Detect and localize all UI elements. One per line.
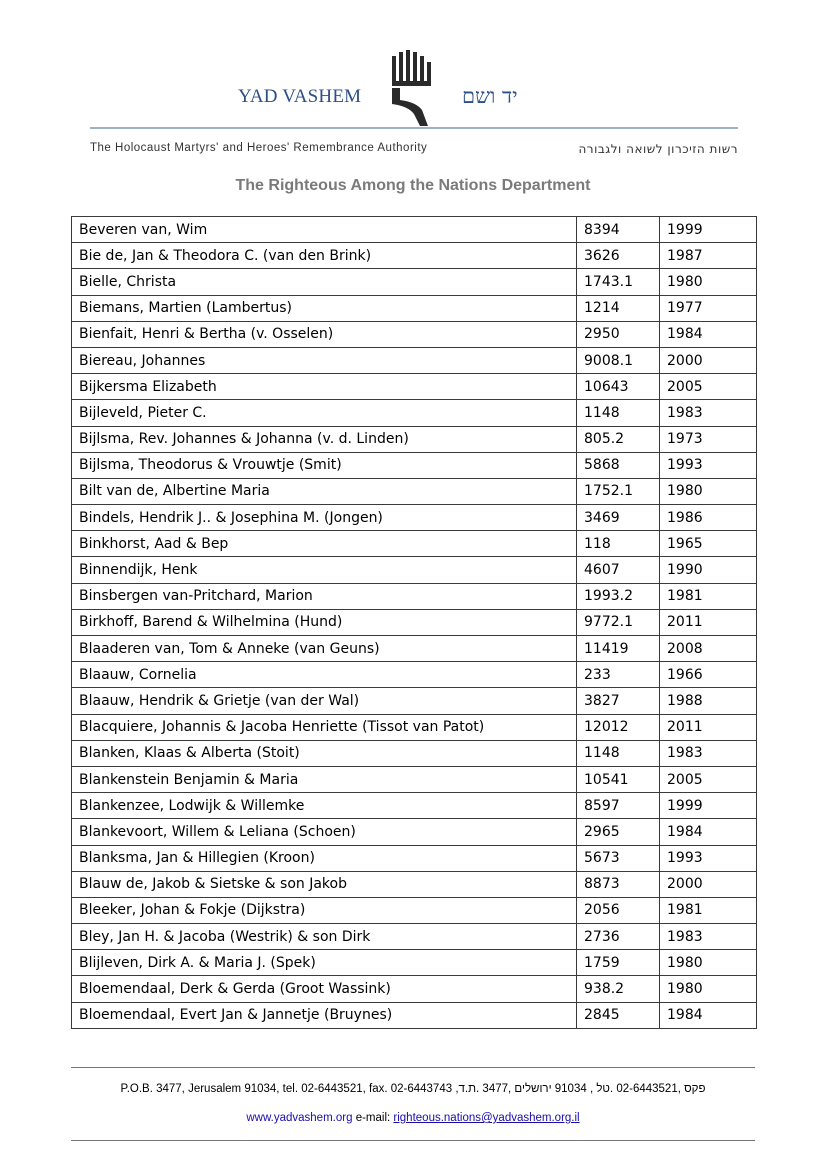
table-row [72,243,757,269]
year-cell: 1983 [660,740,757,766]
file-number-cell: 8597 [577,793,660,819]
year-cell: 1983 [660,924,757,950]
file-number-cell: 3827 [577,688,660,714]
file-number-cell: 10541 [577,766,660,792]
year-cell: 1988 [660,688,757,714]
table-row [72,452,757,478]
year-cell: 1981 [660,583,757,609]
file-number-cell: 3626 [577,243,660,269]
file-number-cell: 2736 [577,924,660,950]
name-cell: Blauw de, Jakob & Sietske & son Jakob [72,871,577,897]
name-cell: Bielle, Christa [72,269,577,295]
name-cell: Bloemendaal, Evert Jan & Jannetje (Bruynes) [72,1002,577,1028]
file-number-cell: 9772.1 [577,609,660,635]
year-cell: 1987 [660,243,757,269]
table-row [72,295,757,321]
name-cell: Bie de, Jan & Theodora C. (van den Brink) [72,243,577,269]
name-cell: Blanksma, Jan & Hillegien (Kroon) [72,845,577,871]
name-cell: Bijkersma Elizabeth [72,374,577,400]
year-cell: 1980 [660,269,757,295]
year-cell: 1966 [660,662,757,688]
yad-vashem-menorah-logo [388,48,438,128]
table-row [72,714,757,740]
authority-hebrew: רשות הזיכרון לשואה ולגבורה [578,142,738,156]
year-cell: 1984 [660,819,757,845]
website-link[interactable]: www.yadvashem.org [246,1112,353,1124]
name-cell: Blijleven, Dirk A. & Maria J. (Spek) [72,950,577,976]
file-number-cell: 118 [577,531,660,557]
org-name-hebrew: יד ושם [462,84,518,108]
table-row [72,374,757,400]
year-cell: 1999 [660,793,757,819]
year-cell: 1981 [660,897,757,923]
name-cell: Blanken, Klaas & Alberta (Stoit) [72,740,577,766]
file-number-cell: 3469 [577,505,660,531]
year-cell: 1986 [660,505,757,531]
table-row [72,269,757,295]
table-row [72,819,757,845]
email-label: e-mail: [355,1112,391,1124]
name-cell: Biereau, Johannes [72,347,577,373]
year-cell: 2000 [660,871,757,897]
file-number-cell: 4607 [577,557,660,583]
year-cell: 1990 [660,557,757,583]
table-row [72,1002,757,1028]
table-row [72,845,757,871]
name-cell: Bilt van de, Albertine Maria [72,478,577,504]
year-cell: 1965 [660,531,757,557]
file-number-cell: 233 [577,662,660,688]
year-cell: 2000 [660,347,757,373]
table-row [72,400,757,426]
name-cell: Blacquiere, Johannis & Jacoba Henriette (Tissot van Patot) [72,714,577,740]
table-row [72,505,757,531]
table-row [72,531,757,557]
table-row [72,766,757,792]
name-cell: Bindels, Hendrik J.. & Josephina M. (Jongen) [72,505,577,531]
name-cell: Bley, Jan H. & Jacoba (Westrik) & son Dirk [72,924,577,950]
table-row [72,636,757,662]
name-cell: Biemans, Martien (Lambertus) [72,295,577,321]
file-number-cell: 8394 [577,217,660,243]
table-row [72,924,757,950]
table-row [72,871,757,897]
year-cell: 1977 [660,295,757,321]
file-number-cell: 2056 [577,897,660,923]
table-row [72,740,757,766]
year-cell: 1973 [660,426,757,452]
footer-address: P.O.B. 3477, Jerusalem 91034, tel. 02-6443521, fax. 02-6443743 ,פקס ,02-6443521 .טל , 91034 ירושלים ,3477 .ת.ד [120,1083,706,1095]
year-cell: 2005 [660,374,757,400]
year-cell: 1984 [660,321,757,347]
footer-contact [0,1112,826,1124]
letterhead [0,0,826,170]
year-cell: 2008 [660,636,757,662]
department-title: The Righteous Among the Nations Department [235,177,591,194]
name-cell: Blaauw, Hendrik & Grietje (van der Wal) [72,688,577,714]
authority-line [90,142,738,156]
name-cell: Birkhoff, Barend & Wilhelmina (Hund) [72,609,577,635]
email-link[interactable]: righteous.nations@yadvashem.org.il [393,1112,580,1124]
name-cell: Binsbergen van-Pritchard, Marion [72,583,577,609]
file-number-cell: 1148 [577,740,660,766]
year-cell: 1983 [660,400,757,426]
name-cell: Blankenstein Benjamin & Maria [72,766,577,792]
year-cell: 1993 [660,845,757,871]
file-number-cell: 12012 [577,714,660,740]
file-number-cell: 9008.1 [577,347,660,373]
table-row [72,793,757,819]
name-cell: Beveren van, Wim [72,217,577,243]
name-cell: Blaauw, Cornelia [72,662,577,688]
year-cell: 1993 [660,452,757,478]
year-cell: 1980 [660,950,757,976]
file-number-cell: 1752.1 [577,478,660,504]
name-cell: Bijlsma, Theodorus & Vrouwtje (Smit) [72,452,577,478]
name-cell: Blankevoort, Willem & Leliana (Schoen) [72,819,577,845]
table-row [72,950,757,976]
table-row [72,688,757,714]
name-cell: Bleeker, Johan & Fokje (Dijkstra) [72,897,577,923]
table-row [72,478,757,504]
file-number-cell: 2950 [577,321,660,347]
file-number-cell: 10643 [577,374,660,400]
righteous-table [71,216,757,1029]
file-number-cell: 938.2 [577,976,660,1002]
year-cell: 1999 [660,217,757,243]
authority-english: The Holocaust Martyrs' and Heroes' Remembrance Authority [90,142,428,154]
table-body [72,217,757,1029]
year-cell: 2011 [660,714,757,740]
table-row [72,557,757,583]
table-row [72,897,757,923]
file-number-cell: 805.2 [577,426,660,452]
table-row [72,217,757,243]
footer-divider-bottom [71,1140,755,1141]
file-number-cell: 8873 [577,871,660,897]
file-number-cell: 1743.1 [577,269,660,295]
name-cell: Binnendijk, Henk [72,557,577,583]
file-number-cell: 5868 [577,452,660,478]
year-cell: 1980 [660,976,757,1002]
header-divider [90,127,738,129]
file-number-cell: 1993.2 [577,583,660,609]
name-cell: Bijlsma, Rev. Johannes & Johanna (v. d. Linden) [72,426,577,452]
year-cell: 1984 [660,1002,757,1028]
footer-divider-top [71,1067,755,1068]
file-number-cell: 1759 [577,950,660,976]
name-cell: Blankenzee, Lodwijk & Willemke [72,793,577,819]
name-cell: Bienfait, Henri & Bertha (v. Osselen) [72,321,577,347]
file-number-cell: 1214 [577,295,660,321]
table-row [72,321,757,347]
name-cell: Blaaderen van, Tom & Anneke (van Geuns) [72,636,577,662]
year-cell: 2011 [660,609,757,635]
table-row [72,976,757,1002]
table-row [72,662,757,688]
file-number-cell: 1148 [577,400,660,426]
file-number-cell: 11419 [577,636,660,662]
name-cell: Bijleveld, Pieter C. [72,400,577,426]
name-cell: Bloemendaal, Derk & Gerda (Groot Wassink) [72,976,577,1002]
table-row [72,426,757,452]
table-row [72,609,757,635]
file-number-cell: 5673 [577,845,660,871]
table-row [72,347,757,373]
name-cell: Binkhorst, Aad & Bep [72,531,577,557]
file-number-cell: 2965 [577,819,660,845]
table-row [72,583,757,609]
year-cell: 1980 [660,478,757,504]
file-number-cell: 2845 [577,1002,660,1028]
org-name-english: YAD VASHEM [238,86,362,107]
year-cell: 2005 [660,766,757,792]
